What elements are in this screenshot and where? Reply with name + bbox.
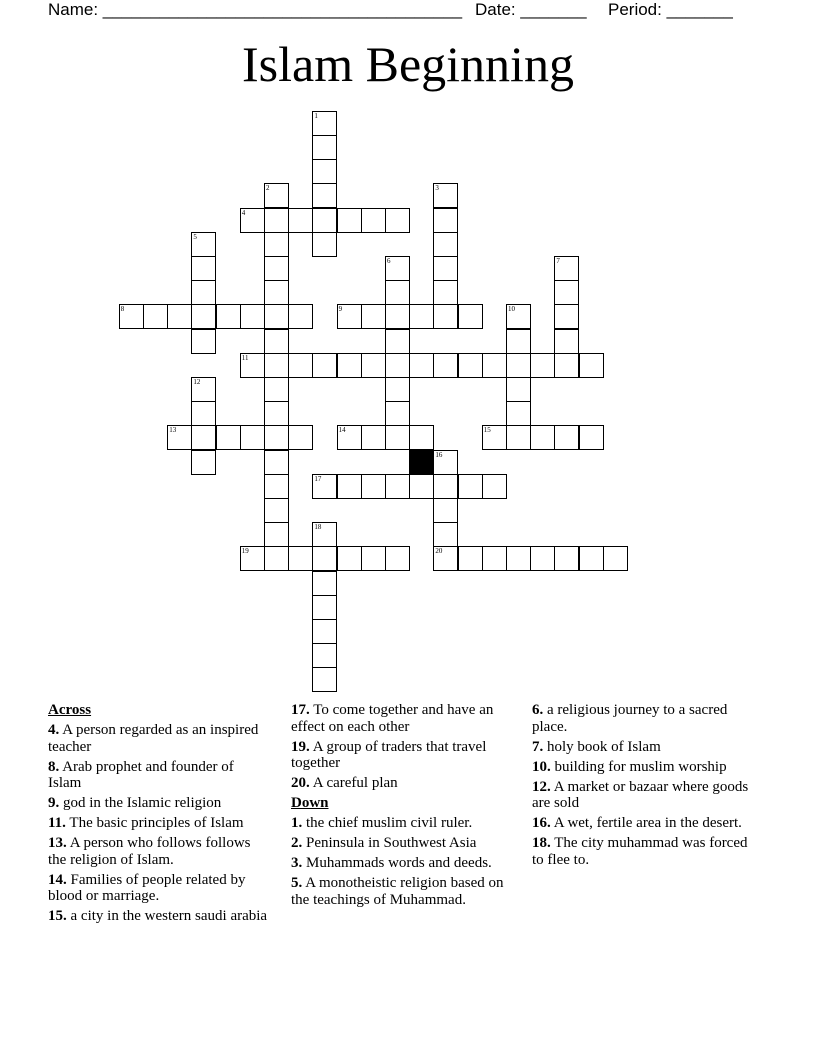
clue-number: 7 [556, 257, 560, 265]
crossword-cell[interactable] [264, 546, 289, 571]
crossword-cell[interactable] [143, 304, 168, 329]
crossword-cell[interactable] [361, 474, 386, 499]
crossword-cell[interactable] [361, 304, 386, 329]
clue-across: 8. Arab prophet and founder of Islam [48, 758, 234, 791]
crossword-cell[interactable] [191, 377, 216, 402]
crossword-cell[interactable] [579, 546, 604, 571]
crossword-cell[interactable] [264, 474, 289, 499]
crossword-cell[interactable] [385, 304, 410, 329]
clue-down: 2. Peninsula in Southwest Asia [291, 835, 477, 851]
crossword-cell[interactable] [554, 329, 579, 354]
crossword-cell[interactable] [530, 425, 555, 450]
crossword-cell[interactable] [264, 353, 289, 378]
crossword-cell[interactable] [579, 353, 604, 378]
clue-across: 4. A person regarded as an inspired teacher [48, 722, 259, 755]
clue-down: 16. A wet, fertile area in the desert. [532, 815, 742, 831]
crossword-cell[interactable] [506, 425, 531, 450]
crossword-cell[interactable] [482, 353, 507, 378]
crossword-cell[interactable] [288, 425, 313, 450]
crossword-cell[interactable] [191, 401, 216, 426]
crossword-cell[interactable] [312, 183, 337, 208]
crossword-cell[interactable] [433, 546, 458, 571]
clue-number: 15 [483, 426, 491, 435]
crossword-cell[interactable] [433, 304, 458, 329]
crossword-cell[interactable] [119, 304, 144, 329]
crossword-cell[interactable] [264, 498, 289, 523]
clue-down: 10. building for muslim worship [532, 758, 727, 775]
clue-down: 6. a religious journey to a sacred place. [532, 702, 728, 735]
clue-number: 17 [314, 474, 322, 483]
crossword-cell[interactable] [409, 304, 434, 329]
crossword-cell[interactable] [191, 450, 216, 475]
crossword-cell[interactable] [191, 280, 216, 305]
crossword-cell[interactable] [264, 329, 289, 354]
crossword-cell[interactable] [288, 304, 313, 329]
crossword-cell[interactable] [433, 232, 458, 257]
crossword-cell[interactable] [458, 353, 483, 378]
crossword-cell[interactable] [554, 353, 579, 378]
across-heading: Across [48, 702, 92, 718]
crossword-cell[interactable] [264, 256, 289, 281]
clue-number: 16 [435, 450, 443, 459]
clue-number: 20 [435, 547, 443, 556]
crossword-cell[interactable] [191, 425, 216, 450]
crossword-cell[interactable] [191, 329, 216, 354]
crossword-cell[interactable] [433, 498, 458, 523]
crossword-cell[interactable] [191, 232, 216, 257]
crossword-cell[interactable] [482, 425, 507, 450]
crossword-cell[interactable] [482, 474, 507, 499]
crossword-cell[interactable] [530, 546, 555, 571]
crossword-cell[interactable] [216, 304, 241, 329]
crossword-cell[interactable] [337, 304, 362, 329]
crossword-cell[interactable] [409, 425, 434, 450]
date-field[interactable]: Date: _______ [475, 0, 587, 19]
crossword-cell[interactable] [288, 546, 313, 571]
page-title: Islam Beginning [242, 36, 574, 92]
crossword-cell[interactable] [240, 353, 265, 378]
clue-number: 11 [241, 353, 249, 362]
crossword-cell[interactable] [312, 159, 337, 184]
clue-column-2 [291, 702, 511, 912]
crossword-cell[interactable] [385, 546, 410, 571]
crossword-cell[interactable] [433, 208, 458, 233]
crossword-cell[interactable] [264, 304, 289, 329]
crossword-cell[interactable] [506, 353, 531, 378]
clue-across: 17. To come together and have an effect on each other [291, 702, 494, 735]
clue-number: 18 [314, 523, 322, 532]
crossword-cell[interactable] [264, 377, 289, 402]
crossword-cell[interactable] [167, 304, 192, 329]
crossword-cell[interactable] [337, 474, 362, 499]
crossword-cell[interactable] [433, 522, 458, 547]
crossword-cell[interactable] [385, 474, 410, 499]
clue-across: 15. a city in the western saudi arabia [48, 908, 268, 924]
crossword-cell[interactable] [312, 595, 337, 620]
crossword-cell[interactable] [240, 304, 265, 329]
clue-down: 3. Muhammads words and deeds. [291, 855, 492, 871]
crossword-cell[interactable] [216, 425, 241, 450]
crossword-cell[interactable] [506, 546, 531, 571]
period-field[interactable]: Period: _______ [608, 0, 733, 19]
crossword-cell[interactable] [264, 183, 289, 208]
crossword-cell[interactable] [506, 329, 531, 354]
crossword-cell[interactable] [312, 522, 337, 547]
crossword-cell[interactable] [191, 256, 216, 281]
crossword-cell[interactable] [579, 425, 604, 450]
crossword-cell[interactable] [385, 256, 410, 281]
crossword-cell[interactable] [312, 643, 337, 668]
crossword-cell[interactable] [433, 183, 458, 208]
crossword-cell[interactable] [337, 425, 362, 450]
crossword-cell[interactable] [167, 425, 192, 450]
crossword-cell[interactable] [603, 546, 628, 571]
crossword-cell[interactable] [458, 474, 483, 499]
clue-across: 20. A careful plan [291, 775, 398, 791]
clue-down: 5. A monotheistic religion based on the teachings of Muhammad. [291, 875, 504, 908]
crossword-cell[interactable] [312, 232, 337, 257]
crossword-cell[interactable] [312, 353, 337, 378]
crossword-cell[interactable] [506, 377, 531, 402]
down-heading: Down [291, 795, 329, 811]
crossword-cell[interactable] [385, 425, 410, 450]
crossword-cell[interactable] [240, 425, 265, 450]
clue-number: 5 [193, 232, 197, 241]
crossword-cell[interactable] [458, 304, 483, 329]
crossword-cell[interactable] [385, 329, 410, 354]
clue-number: 3 [435, 184, 439, 193]
crossword-cell[interactable] [554, 425, 579, 450]
crossword-cell[interactable] [288, 353, 313, 378]
clue-number: 2 [266, 184, 270, 193]
crossword-cell[interactable] [264, 208, 289, 233]
clue-across: 9. god in the Islamic religion [48, 795, 222, 811]
crossword-cell[interactable] [240, 208, 265, 233]
crossword-cell[interactable] [385, 377, 410, 402]
crossword-cell[interactable] [433, 353, 458, 378]
crossword-cell[interactable] [554, 280, 579, 305]
clue-number: 13 [169, 426, 177, 435]
crossword-cell[interactable] [312, 619, 337, 644]
crossword-cell[interactable] [191, 304, 216, 329]
clue-number: 10 [508, 305, 515, 314]
blocked-cell [409, 450, 434, 475]
crossword-cell[interactable] [264, 401, 289, 426]
clue-across: 14. Families of people related by blood or marriage. [48, 871, 246, 904]
clue-number: 9 [338, 305, 343, 314]
crossword-cell[interactable] [264, 425, 289, 450]
name-field[interactable]: Name: ______________________________________ [48, 0, 463, 19]
crossword-cell[interactable] [240, 546, 265, 571]
clue-number: 14 [338, 426, 346, 435]
crossword-cell[interactable] [312, 135, 337, 160]
clue-column-1 [48, 702, 268, 928]
crossword-cell[interactable] [409, 353, 434, 378]
crossword-cell[interactable] [312, 667, 337, 692]
clue-number: 8 [120, 305, 125, 314]
crossword-cell[interactable] [361, 546, 386, 571]
crossword-cell[interactable] [264, 450, 289, 475]
crossword-cell[interactable] [264, 232, 289, 257]
crossword-cell[interactable] [433, 450, 458, 475]
crossword-cell[interactable] [312, 474, 337, 499]
crossword-cell[interactable] [312, 208, 337, 233]
crossword-cell[interactable] [312, 546, 337, 571]
crossword-cell[interactable] [554, 256, 579, 281]
crossword-cell[interactable] [361, 353, 386, 378]
crossword-cell[interactable] [409, 474, 434, 499]
crossword-cell[interactable] [433, 280, 458, 305]
crossword-cell[interactable] [288, 208, 313, 233]
crossword-cell[interactable] [482, 546, 507, 571]
clue-column-3 [532, 702, 752, 872]
crossword-cell[interactable] [433, 256, 458, 281]
clue-across: 19. A group of traders that travel together [291, 738, 487, 771]
clue-down: 7. holy book of Islam [532, 738, 661, 755]
crossword-cell[interactable] [264, 522, 289, 547]
crossword-cell[interactable] [385, 208, 410, 233]
clue-number: 1 [314, 111, 318, 120]
crossword-cell[interactable] [312, 571, 337, 596]
crossword-cell[interactable] [264, 280, 289, 305]
clue-number: 6 [387, 257, 391, 265]
crossword-cell[interactable] [530, 353, 555, 378]
crossword-cell[interactable] [385, 401, 410, 426]
clue-down: 1. the chief muslim civil ruler. [291, 815, 473, 831]
clue-number: 12 [193, 378, 201, 386]
crossword-cell[interactable] [554, 304, 579, 329]
crossword-cell[interactable] [337, 208, 362, 233]
clue-down: 12. A market or bazaar where goods are sold [532, 778, 749, 811]
crossword-cell[interactable] [337, 353, 362, 378]
crossword-cell[interactable] [458, 546, 483, 571]
clue-number: 19 [241, 547, 249, 556]
crossword-cell[interactable] [506, 401, 531, 426]
crossword-cell[interactable] [385, 353, 410, 378]
crossword-cell[interactable] [337, 546, 362, 571]
clue-across: 11. The basic principles of Islam [48, 815, 244, 831]
crossword-cell[interactable] [433, 474, 458, 499]
clue-down: 18. The city muhammad was forced to flee to. [532, 835, 748, 868]
crossword-cell[interactable] [385, 280, 410, 305]
clue-across: 13. A person who follows follows the religion of Islam. [48, 835, 251, 868]
crossword-cell[interactable] [312, 111, 337, 136]
crossword-cell[interactable] [361, 208, 386, 233]
crossword-cell[interactable] [361, 425, 386, 450]
crossword-cell[interactable] [506, 304, 531, 329]
clue-number: 4 [241, 208, 246, 217]
crossword-cell[interactable] [554, 546, 579, 571]
